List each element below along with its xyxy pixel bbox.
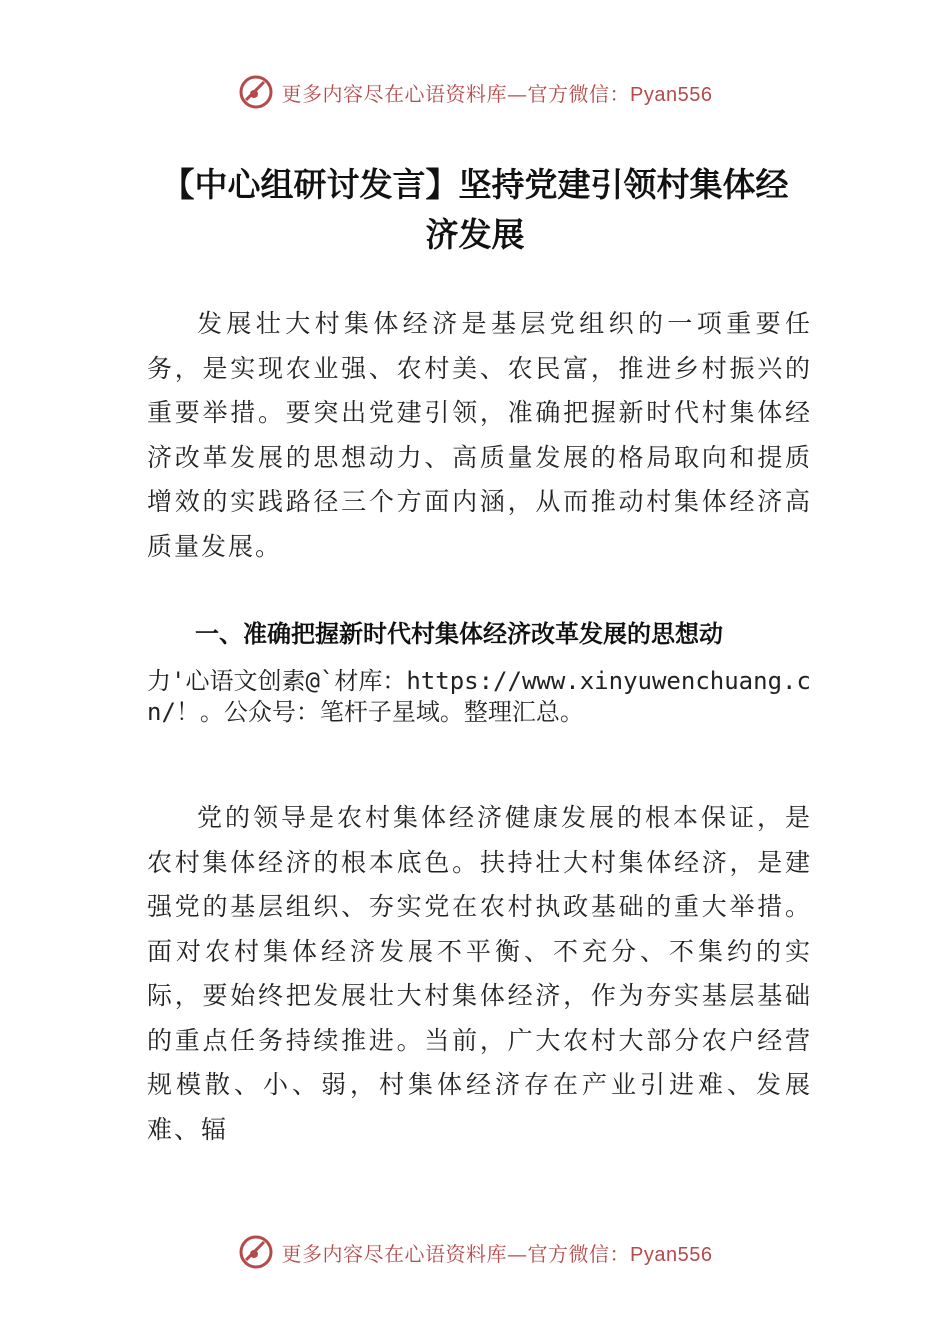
brand-logo-icon — [238, 1234, 274, 1270]
source-note: 力'心语文创素@`材库：https://www.xinyuwenchuang.cn/！。公众号：笔杆子星域。整理汇总。 — [147, 667, 811, 726]
title-line-1: 【中心组研讨发言】坚持党建引领村集体经 — [161, 165, 789, 204]
header-watermark — [0, 70, 950, 114]
brand-logo-icon — [238, 74, 274, 110]
intro-paragraph: 发展壮大村集体经济是基层党组织的一项重要任务，是实现农业强、农村美、农民富，推进乡村振兴的重要举措。要突出党建引领，准确把握新时代村集体经济改革发展的思想动力、高质量发展的格局取向和提质增效的实践路径三个方面内涵，从而推动村集体经济高质量发展。 — [147, 309, 812, 561]
footer-watermark — [0, 1230, 950, 1274]
watermark-text: 更多内容尽在心语资料库—官方微信：Pyan556 — [281, 1241, 713, 1266]
section-heading-1: 一、准确把握新时代村集体经济改革发展的思想动 — [195, 620, 723, 648]
watermark-text: 更多内容尽在心语资料库—官方微信：Pyan556 — [281, 81, 713, 106]
wechat-id: Pyan556 — [630, 83, 713, 106]
title-line-2: 济发展 — [425, 215, 525, 254]
wechat-id: Pyan556 — [630, 1243, 713, 1266]
document-title — [95, 160, 855, 260]
body-paragraph: 党的领导是农村集体经济健康发展的根本保证，是农村集体经济的根本底色。扶持壮大村集体经济，是建强党的基层组织、夯实党在农村执政基础的重大举措。面对农村集体经济发展不平衡、不充分、不集约的实际，要始终把发展壮大村集体经济，作为夯实基层基础的重点任务持续推进。当前，广大农村大部分农户经营规模散、小、弱，村集体经济存在产业引进难、发展难、辐 — [147, 803, 812, 1144]
